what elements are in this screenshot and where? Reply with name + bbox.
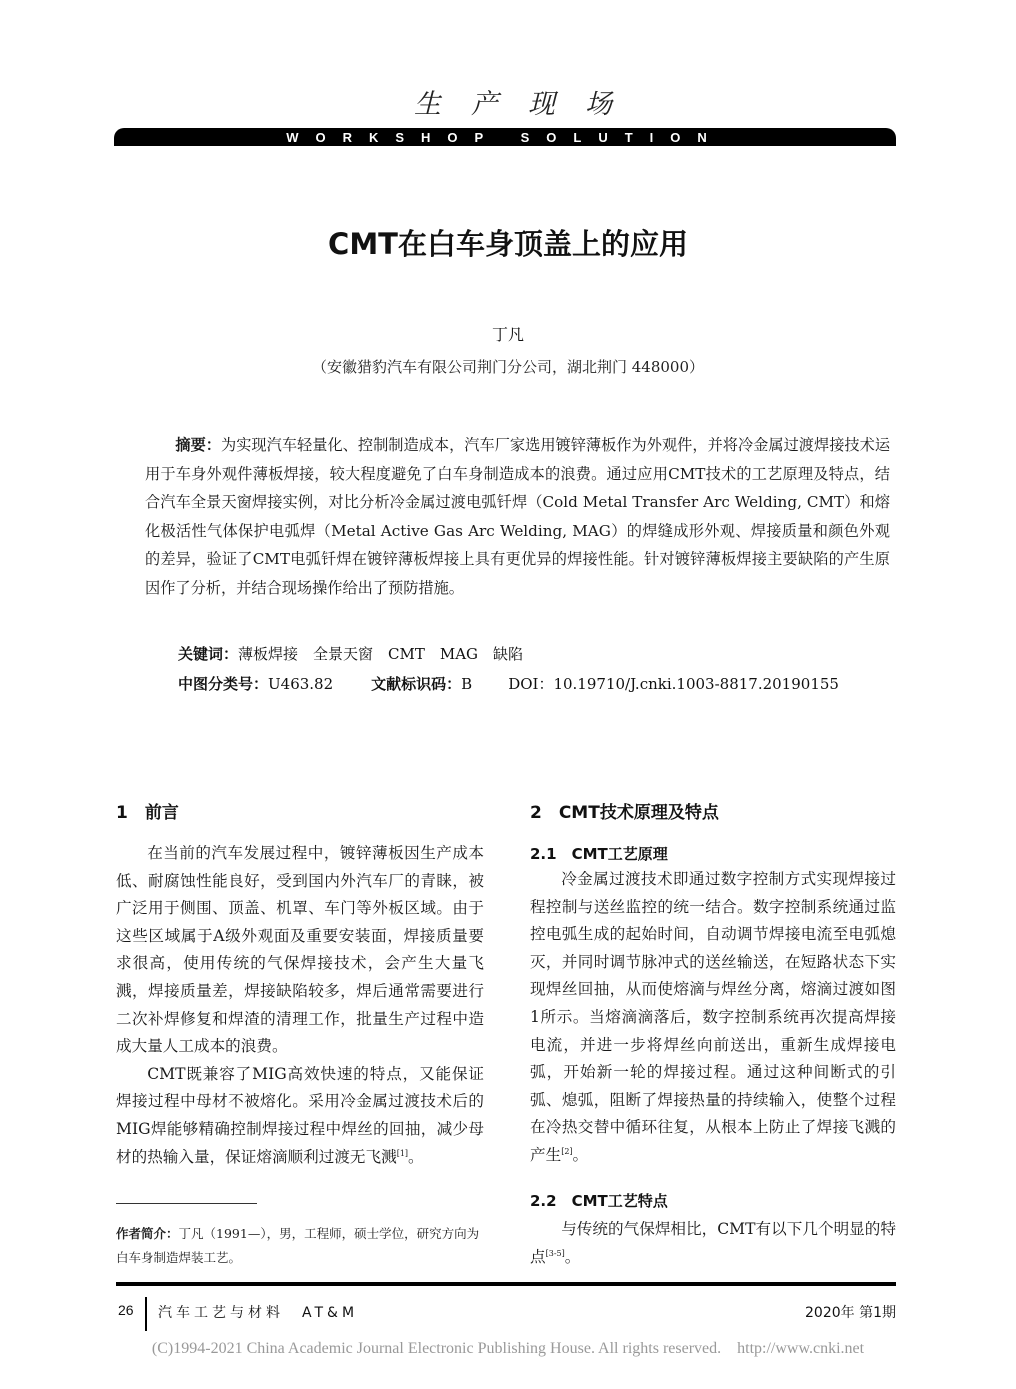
author-name: 丁凡 — [491, 325, 524, 344]
copyright-notice: (C)1994-2021 China Academic Journal Electronic Publishing House. All rights reserved. http://www.cnki.net — [151, 1340, 865, 1357]
citation-ref: [2] — [561, 1146, 573, 1156]
footer-separator — [145, 1297, 147, 1331]
abstract — [145, 431, 890, 602]
section-2-heading: 2 CMT技术原理及特点 — [530, 803, 719, 823]
author-note-label: 作者简介： — [116, 1226, 179, 1241]
author-note — [116, 1222, 488, 1270]
clc-value: U463.82 — [268, 675, 334, 693]
doc-code-value: B — [461, 675, 473, 693]
issue-info: 2020年 第1期 — [805, 1305, 896, 1321]
footer-rule — [116, 1282, 896, 1286]
end-punctuation: 。 — [572, 1145, 589, 1164]
citation-ref: [1] — [396, 1148, 409, 1158]
citation-ref: [3-5] — [545, 1248, 565, 1258]
paragraph-text: CMT既兼容了MIG高效快速的特点，又能保证焊接过程中母材不被熔化。采用冷金属过渡技术后的MIG焊能够精确控制焊接过程中焊丝的回抽，减少母材的热输入量，保证熔滴顺利过渡无飞溅 — [116, 1064, 484, 1166]
paragraph-text: 冷金属过渡技术即通过数字控制方式实现焊接过程控制与送丝监控的统一结合。数字控制系统通过监控电弧生成的起始时间，自动调节焊接电流至电弧熄灭，并同时调节脉冲式的送丝输送，在短路状态下实现焊丝回抽，从而使熔滴与焊丝分离，熔滴过渡如图1所示。当熔滴滴落后，数字控制系统再次提高焊接电流，并进一步将焊丝向前送出，重新生成焊接电弧，开始新一轮的焊接过程。通过这种间断式的引弧、熄弧，阻断了焊接热量的持续输入，使整个过程在冷热交替中循环往复，从根本上防止了焊接飞溅的产生 — [530, 870, 896, 1164]
section-2-2-body — [530, 1216, 896, 1271]
classification — [178, 673, 839, 694]
section-name: 生产现场 — [414, 89, 642, 120]
section-banner-label: WORKSHOP SOLUTION — [286, 130, 724, 145]
end-punctuation: 。 — [564, 1247, 581, 1266]
abstract-label: 摘要： — [175, 436, 222, 454]
section-2-1-paragraph — [530, 866, 896, 1170]
section-2-1-body — [530, 866, 896, 1170]
doi-value: 10.19710/J.cnki.1003-8817.20190155 — [553, 675, 839, 693]
left-column — [116, 840, 484, 1171]
section-2-1-heading: 2.1 CMT工艺原理 — [530, 845, 668, 863]
article-title: CMT在白车身顶盖上的应用 — [328, 227, 688, 261]
section-2-2-paragraph — [530, 1216, 896, 1271]
journal-name: 汽车工艺与材料 AT&M — [158, 1305, 359, 1321]
end-punctuation: 。 — [408, 1147, 424, 1166]
footnote-rule — [116, 1203, 257, 1204]
author-affiliation: （安徽猎豹汽车有限公司荆门分公司，湖北荆门 448000） — [311, 358, 705, 376]
abstract-text: 为实现汽车轻量化、控制制造成本，汽车厂家选用镀锌薄板作为外观件，并将冷金属过渡焊接技术运用于车身外观件薄板焊接，较大程度避免了白车身制造成本的浪费。通过应用CMT技术的工艺原理及特点，结合汽车全景天窗焊接实例，对比分析冷金属过渡电弧钎焊（Cold Metal Transfer Arc Welding, CMT）和熔化极活性气体保护电弧焊（Metal Active Gas Arc Welding, MAG）的焊缝成形外观、焊接质量和颜色外观的差异，验证了CMT电弧钎焊在镀锌薄板焊接上具有更优异的焊接性能。针对镀锌薄板焊接主要缺陷的产生原因作了分析，并结合现场操作给出了预防措施。 — [145, 436, 891, 597]
keywords-label: 关键词： — [178, 645, 239, 663]
section-2-2-heading: 2.2 CMT工艺特点 — [530, 1192, 668, 1210]
paragraph-text: 与传统的气保焊相比，CMT有以下几个明显的特点 — [530, 1220, 896, 1266]
section-1-paragraph-1: 在当前的汽车发展过程中，镀锌薄板因生产成本低、耐腐蚀性能良好，受到国内外汽车厂的青睐，被广泛用于侧围、顶盖、机罩、车门等外板区域。由于这些区域属于A级外观面及重要安装面，焊接质量要求很高，使用传统的气保焊接技术，会产生大量飞溅，焊接质量差，焊接缺陷较多，焊后通常需要进行二次补焊修复和焊渣的清理工作，批量生产过程中造成大量人工成本的浪费。 — [116, 844, 484, 1056]
doc-code-label: 文献标识码： — [371, 675, 462, 693]
section-1-paragraph-2 — [116, 1061, 484, 1171]
keywords-text: 薄板焊接 全景天窗 CMT MAG 缺陷 — [238, 645, 524, 663]
doi-label: DOI： — [508, 675, 554, 693]
clc-label: 中图分类号： — [178, 675, 269, 693]
section-1-heading: 1 前言 — [116, 803, 179, 823]
author-note-text: 丁凡（1991—），男，工程师，硕士学位，研究方向为白车身制造焊装工艺。 — [116, 1226, 480, 1265]
page-number: 26 — [118, 1302, 134, 1318]
keywords — [178, 643, 523, 664]
